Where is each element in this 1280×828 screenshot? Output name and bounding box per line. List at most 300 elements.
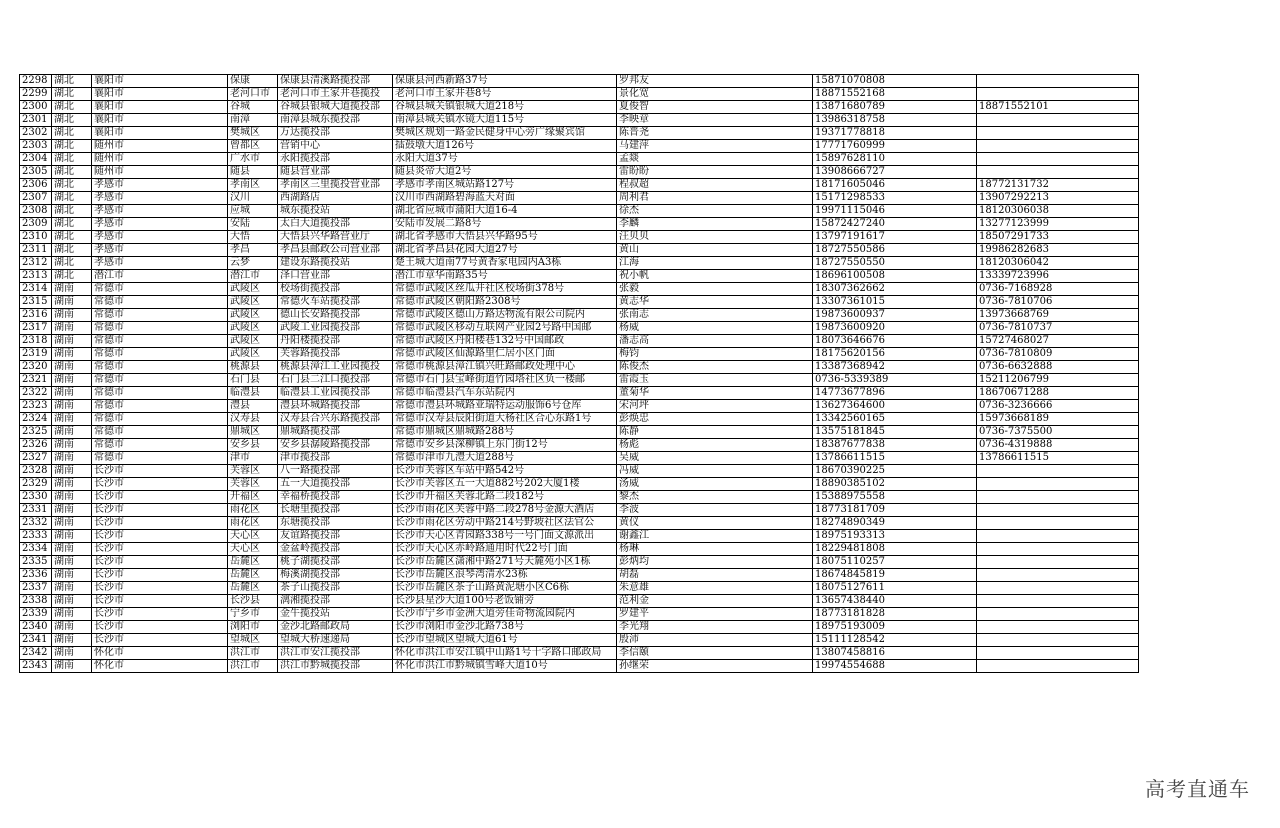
cell-phone-alt: 18871552101 (977, 101, 1139, 114)
cell-province: 湖北 (52, 257, 92, 270)
cell-address: 永阳大道37号 (393, 153, 617, 166)
cell-phone-alt: 18120306042 (977, 257, 1139, 270)
cell-phone-alt: 0736-7810737 (977, 322, 1139, 335)
cell-contact-name: 雷霞玉 (617, 374, 813, 387)
cell-row-number: 2316 (20, 309, 52, 322)
cell-contact-name: 陈俊杰 (617, 361, 813, 374)
cell-branch-name: 随县营业部 (278, 166, 393, 179)
cell-city: 襄阳市 (92, 75, 228, 88)
cell-branch-name: 五一大道揽投部 (278, 478, 393, 491)
cell-phone: 18307362662 (813, 283, 977, 296)
cell-city: 长沙市 (92, 569, 228, 582)
table-row (20, 530, 1139, 543)
cell-address: 常德市武陵区丹阳楼巷132号中国邮政 (393, 335, 617, 348)
cell-province: 湖南 (52, 491, 92, 504)
table-row (20, 569, 1139, 582)
cell-district: 长沙县 (228, 595, 278, 608)
cell-row-number: 2326 (20, 439, 52, 452)
cell-branch-name: 南漳县城东揽投部 (278, 114, 393, 127)
cell-phone: 13342560165 (813, 413, 977, 426)
table-row (20, 582, 1139, 595)
table-row (20, 426, 1139, 439)
table-row (20, 244, 1139, 257)
cell-branch-name: 丹阳楼揽投部 (278, 335, 393, 348)
cell-phone-alt: 0736-7168928 (977, 283, 1139, 296)
cell-province: 湖北 (52, 231, 92, 244)
table-row (20, 374, 1139, 387)
cell-phone: 0736-5339389 (813, 374, 977, 387)
table-row (20, 153, 1139, 166)
table-row (20, 465, 1139, 478)
cell-phone: 19371778818 (813, 127, 977, 140)
cell-city: 怀化市 (92, 647, 228, 660)
cell-phone-alt (977, 647, 1139, 660)
cell-phone: 13786611515 (813, 452, 977, 465)
cell-district: 武陵区 (228, 309, 278, 322)
cell-phone-alt (977, 491, 1139, 504)
table-row (20, 439, 1139, 452)
cell-contact-name: 殷沛 (617, 634, 813, 647)
cell-address: 长沙市雨花区劳动中路214号野坡社区法官公 (393, 517, 617, 530)
cell-contact-name: 汤威 (617, 478, 813, 491)
cell-city: 潜江市 (92, 270, 228, 283)
table-row (20, 634, 1139, 647)
cell-district: 武陵区 (228, 322, 278, 335)
cell-contact-name: 雷盼盼 (617, 166, 813, 179)
cell-contact-name: 黎杰 (617, 491, 813, 504)
cell-phone: 15872427240 (813, 218, 977, 231)
cell-province: 湖南 (52, 595, 92, 608)
cell-phone-alt: 0736-4319888 (977, 439, 1139, 452)
cell-phone: 18274890349 (813, 517, 977, 530)
cell-phone-alt: 13786611515 (977, 452, 1139, 465)
cell-row-number: 2307 (20, 192, 52, 205)
cell-phone: 14773677896 (813, 387, 977, 400)
cell-row-number: 2318 (20, 335, 52, 348)
table-row (20, 660, 1139, 673)
cell-district: 潜江市 (228, 270, 278, 283)
table-row (20, 114, 1139, 127)
table-row (20, 413, 1139, 426)
cell-address: 长沙市岳麓区浪琴湾清水23栋 (393, 569, 617, 582)
cell-city: 长沙市 (92, 595, 228, 608)
cell-row-number: 2341 (20, 634, 52, 647)
cell-branch-name: 营销中心 (278, 140, 393, 153)
cell-branch-name: 津市揽投部 (278, 452, 393, 465)
cell-contact-name: 胡磊 (617, 569, 813, 582)
cell-phone: 17771760999 (813, 140, 977, 153)
cell-row-number: 2324 (20, 413, 52, 426)
cell-address: 常德市石门县宝峰街道竹园塔社区负一楼邮 (393, 374, 617, 387)
cell-district: 石门县 (228, 374, 278, 387)
cell-branch-name: 万达揽投部 (278, 127, 393, 140)
cell-address: 常德市安乡县深柳镇上东门街12号 (393, 439, 617, 452)
cell-contact-name: 陈静 (617, 426, 813, 439)
cell-contact-name: 黄山 (617, 244, 813, 257)
cell-district: 宁乡市 (228, 608, 278, 621)
cell-city: 常德市 (92, 335, 228, 348)
cell-contact-name: 徐杰 (617, 205, 813, 218)
cell-contact-name: 景化宽 (617, 88, 813, 101)
cell-district: 洪江市 (228, 660, 278, 673)
cell-address: 长沙市浏阳市金沙北路738号 (393, 621, 617, 634)
cell-province: 湖南 (52, 439, 92, 452)
cell-phone-alt (977, 504, 1139, 517)
cell-city: 常德市 (92, 322, 228, 335)
cell-phone: 13797191617 (813, 231, 977, 244)
cell-branch-name: 澧县环城路揽投部 (278, 400, 393, 413)
cell-city: 孝感市 (92, 205, 228, 218)
cell-contact-name: 李映章 (617, 114, 813, 127)
cell-phone-alt: 15727468027 (977, 335, 1139, 348)
cell-branch-name: 金沙北路邮政局 (278, 621, 393, 634)
cell-row-number: 2337 (20, 582, 52, 595)
cell-city: 长沙市 (92, 491, 228, 504)
cell-phone-alt (977, 140, 1139, 153)
cell-row-number: 2313 (20, 270, 52, 283)
cell-branch-name: 友谊路揽投部 (278, 530, 393, 543)
table-row (20, 335, 1139, 348)
cell-address: 常德市临澧县汽车东站院内 (393, 387, 617, 400)
cell-city: 孝感市 (92, 231, 228, 244)
cell-city: 常德市 (92, 452, 228, 465)
cell-city: 常德市 (92, 283, 228, 296)
table-row (20, 621, 1139, 634)
cell-contact-name: 黄仪 (617, 517, 813, 530)
cell-phone-alt (977, 595, 1139, 608)
cell-address: 长沙市芙蓉区车站中路542号 (393, 465, 617, 478)
cell-address: 湖北省孝感市大悟县兴华路95号 (393, 231, 617, 244)
cell-city: 常德市 (92, 439, 228, 452)
cell-row-number: 2312 (20, 257, 52, 270)
cell-contact-name: 孟燚 (617, 153, 813, 166)
cell-branch-name: 长塘里揽投部 (278, 504, 393, 517)
cell-row-number: 2333 (20, 530, 52, 543)
cell-contact-name: 潘志高 (617, 335, 813, 348)
cell-branch-name: 梅溪湖揽投部 (278, 569, 393, 582)
cell-province: 湖南 (52, 426, 92, 439)
cell-district: 孝南区 (228, 179, 278, 192)
cell-contact-name: 江海 (617, 257, 813, 270)
cell-phone-alt: 0736-3236666 (977, 400, 1139, 413)
cell-city: 长沙市 (92, 608, 228, 621)
cell-city: 常德市 (92, 296, 228, 309)
table-row (20, 283, 1139, 296)
cell-province: 湖南 (52, 608, 92, 621)
cell-district: 安陆 (228, 218, 278, 231)
cell-contact-name: 董菊华 (617, 387, 813, 400)
table-row (20, 296, 1139, 309)
cell-address: 潜江市章华南路35号 (393, 270, 617, 283)
cell-province: 湖南 (52, 582, 92, 595)
cell-city: 随州市 (92, 166, 228, 179)
cell-address: 湖北省孝昌县花园大道27号 (393, 244, 617, 257)
cell-phone-alt: 0736-7810706 (977, 296, 1139, 309)
cell-province: 湖南 (52, 569, 92, 582)
cell-district: 谷城 (228, 101, 278, 114)
cell-phone: 18773181709 (813, 504, 977, 517)
cell-row-number: 2303 (20, 140, 52, 153)
cell-phone-alt: 0736-7375500 (977, 426, 1139, 439)
cell-row-number: 2340 (20, 621, 52, 634)
cell-address: 擂鼓墩大道126号 (393, 140, 617, 153)
cell-address: 常德市武陵区丝瓜井社区校场街378号 (393, 283, 617, 296)
table-row (20, 361, 1139, 374)
cell-address: 安陆市发展二路8号 (393, 218, 617, 231)
cell-phone: 18975193009 (813, 621, 977, 634)
cell-phone-alt: 15211206799 (977, 374, 1139, 387)
cell-phone: 18871552168 (813, 88, 977, 101)
cell-row-number: 2322 (20, 387, 52, 400)
cell-phone: 13657438440 (813, 595, 977, 608)
cell-phone-alt (977, 543, 1139, 556)
cell-row-number: 2339 (20, 608, 52, 621)
cell-province: 湖北 (52, 153, 92, 166)
cell-province: 湖南 (52, 374, 92, 387)
cell-province: 湖北 (52, 244, 92, 257)
cell-phone: 13807458816 (813, 647, 977, 660)
cell-province: 湖北 (52, 114, 92, 127)
cell-branch-name: 桃源县漳江工业园揽投 (278, 361, 393, 374)
cell-province: 湖南 (52, 660, 92, 673)
cell-province: 湖南 (52, 465, 92, 478)
table-row (20, 517, 1139, 530)
cell-contact-name: 杨琳 (617, 543, 813, 556)
table-row (20, 452, 1139, 465)
cell-phone-alt (977, 621, 1139, 634)
cell-phone-alt (977, 75, 1139, 88)
cell-address: 长沙市开福区芙蓉北路二段182号 (393, 491, 617, 504)
cell-branch-name: 石门县二江口揽投部 (278, 374, 393, 387)
cell-contact-name: 马建萍 (617, 140, 813, 153)
cell-district: 浏阳市 (228, 621, 278, 634)
cell-address: 常德市汉寿县辰阳街道大杨社区合心东路1号 (393, 413, 617, 426)
cell-city: 随州市 (92, 153, 228, 166)
cell-phone-alt: 15973668189 (977, 413, 1139, 426)
cell-province: 湖南 (52, 543, 92, 556)
cell-phone-alt: 0736-7810809 (977, 348, 1139, 361)
cell-contact-name: 汪贝贝 (617, 231, 813, 244)
cell-province: 湖北 (52, 101, 92, 114)
cell-contact-name: 张南志 (617, 309, 813, 322)
cell-row-number: 2330 (20, 491, 52, 504)
cell-province: 湖北 (52, 166, 92, 179)
cell-phone-alt: 13907292213 (977, 192, 1139, 205)
cell-district: 芙蓉区 (228, 465, 278, 478)
cell-city: 长沙市 (92, 504, 228, 517)
cell-district: 鼎城区 (228, 426, 278, 439)
cell-contact-name: 黄志华 (617, 296, 813, 309)
cell-city: 襄阳市 (92, 127, 228, 140)
cell-city: 孝感市 (92, 192, 228, 205)
cell-address: 长沙市宁乡市金洲大道旁佳奇物流园院内 (393, 608, 617, 621)
cell-phone-alt (977, 465, 1139, 478)
table-row (20, 491, 1139, 504)
cell-province: 湖南 (52, 335, 92, 348)
cell-address: 随县炎帝大道2号 (393, 166, 617, 179)
table-row (20, 270, 1139, 283)
cell-address: 常德市武陵区德山万路达物流有限公司院内 (393, 309, 617, 322)
watermark-text: 高考直通车 (1145, 777, 1250, 801)
cell-address: 常德市武陵区仙源路里仁居小区门面 (393, 348, 617, 361)
cell-province: 湖南 (52, 556, 92, 569)
table-row (20, 543, 1139, 556)
cell-city: 孝感市 (92, 218, 228, 231)
table-row (20, 647, 1139, 660)
cell-province: 湖南 (52, 621, 92, 634)
cell-phone: 15897628110 (813, 153, 977, 166)
cell-city: 长沙市 (92, 634, 228, 647)
cell-phone-alt: 18507291733 (977, 231, 1139, 244)
cell-province: 湖北 (52, 140, 92, 153)
cell-branch-name: 金盆岭揽投部 (278, 543, 393, 556)
cell-phone-alt (977, 153, 1139, 166)
cell-phone-alt (977, 660, 1139, 673)
cell-address: 常德市武陵区移动互联网产业园2号路中国邮 (393, 322, 617, 335)
cell-branch-name: 漓湘揽投部 (278, 595, 393, 608)
cell-phone: 18727550586 (813, 244, 977, 257)
cell-province: 湖南 (52, 478, 92, 491)
cell-district: 澧县 (228, 400, 278, 413)
cell-contact-name: 谢鑫江 (617, 530, 813, 543)
cell-district: 岳麓区 (228, 556, 278, 569)
cell-province: 湖北 (52, 88, 92, 101)
cell-city: 孝感市 (92, 257, 228, 270)
cell-district: 南漳 (228, 114, 278, 127)
table-row (20, 504, 1139, 517)
cell-row-number: 2301 (20, 114, 52, 127)
cell-contact-name: 彭炳均 (617, 556, 813, 569)
cell-district: 大悟 (228, 231, 278, 244)
cell-contact-name: 周利君 (617, 192, 813, 205)
cell-district: 雨花区 (228, 504, 278, 517)
contact-table (19, 74, 1139, 673)
cell-city: 长沙市 (92, 465, 228, 478)
table-row (20, 608, 1139, 621)
cell-branch-name: 德山长安路揽投部 (278, 309, 393, 322)
cell-branch-name: 大悟县兴华路营业厅 (278, 231, 393, 244)
cell-row-number: 2338 (20, 595, 52, 608)
cell-phone-alt (977, 530, 1139, 543)
cell-row-number: 2302 (20, 127, 52, 140)
cell-address: 常德市桃源县漳江镇兴旺路邮政处理中心 (393, 361, 617, 374)
cell-phone: 13575181845 (813, 426, 977, 439)
cell-branch-name: 安乡县潺陵路揽投部 (278, 439, 393, 452)
cell-row-number: 2328 (20, 465, 52, 478)
cell-row-number: 2309 (20, 218, 52, 231)
cell-phone-alt (977, 634, 1139, 647)
cell-district: 雨花区 (228, 517, 278, 530)
cell-branch-name: 汉寿县合兴东路揽投部 (278, 413, 393, 426)
cell-address: 南漳县城关镇水镜大道115号 (393, 114, 617, 127)
cell-phone-alt (977, 582, 1139, 595)
cell-phone: 15111128542 (813, 634, 977, 647)
cell-address: 长沙县星沙大道100号老饭铺旁 (393, 595, 617, 608)
cell-phone: 19873600920 (813, 322, 977, 335)
cell-contact-name: 宋河坪 (617, 400, 813, 413)
cell-contact-name: 冯威 (617, 465, 813, 478)
cell-district: 云梦 (228, 257, 278, 270)
cell-address: 长沙市芙蓉区五一大道882号202大厦1楼 (393, 478, 617, 491)
cell-city: 常德市 (92, 400, 228, 413)
cell-district: 曾都区 (228, 140, 278, 153)
cell-province: 湖北 (52, 179, 92, 192)
cell-branch-name: 鼎城路揽投部 (278, 426, 393, 439)
cell-contact-name: 范利金 (617, 595, 813, 608)
cell-phone: 18975193313 (813, 530, 977, 543)
cell-phone: 18171605046 (813, 179, 977, 192)
cell-city: 襄阳市 (92, 114, 228, 127)
cell-district: 应城 (228, 205, 278, 218)
cell-address: 长沙市天心区赤岭路通用时代22号门面 (393, 543, 617, 556)
cell-district: 天心区 (228, 530, 278, 543)
cell-contact-name: 程叔超 (617, 179, 813, 192)
cell-province: 湖南 (52, 400, 92, 413)
cell-city: 常德市 (92, 309, 228, 322)
cell-branch-name: 孝昌县邮政公司营业部 (278, 244, 393, 257)
cell-branch-name: 金牛揽投站 (278, 608, 393, 621)
cell-row-number: 2314 (20, 283, 52, 296)
cell-row-number: 2332 (20, 517, 52, 530)
table-row (20, 88, 1139, 101)
cell-phone-alt: 13277123999 (977, 218, 1139, 231)
cell-branch-name: 东塘揽投部 (278, 517, 393, 530)
cell-address: 长沙市岳麓区茶子山路黄泥塘小区C6栋 (393, 582, 617, 595)
cell-address: 常德市津市九澧大道288号 (393, 452, 617, 465)
cell-province: 湖南 (52, 283, 92, 296)
cell-row-number: 2299 (20, 88, 52, 101)
cell-district: 孝昌 (228, 244, 278, 257)
table-row (20, 205, 1139, 218)
cell-branch-name: 武陵工业园揽投部 (278, 322, 393, 335)
cell-phone: 18773181828 (813, 608, 977, 621)
cell-province: 湖北 (52, 127, 92, 140)
cell-phone-alt: 13973668769 (977, 309, 1139, 322)
cell-phone: 18674845819 (813, 569, 977, 582)
cell-phone-alt (977, 127, 1139, 140)
cell-phone: 13871680789 (813, 101, 977, 114)
cell-phone: 18727550550 (813, 257, 977, 270)
cell-phone: 13387368942 (813, 361, 977, 374)
cell-row-number: 2321 (20, 374, 52, 387)
cell-city: 襄阳市 (92, 88, 228, 101)
cell-address: 长沙市天心区青园路338号一号门面文源派出 (393, 530, 617, 543)
cell-province: 湖南 (52, 647, 92, 660)
cell-city: 长沙市 (92, 478, 228, 491)
table-row (20, 101, 1139, 114)
cell-city: 孝感市 (92, 244, 228, 257)
cell-phone: 13307361015 (813, 296, 977, 309)
cell-province: 湖南 (52, 348, 92, 361)
cell-city: 随州市 (92, 140, 228, 153)
cell-address: 长沙市望城区望城大道61号 (393, 634, 617, 647)
table-row (20, 348, 1139, 361)
cell-phone: 19971115046 (813, 205, 977, 218)
table-row (20, 322, 1139, 335)
cell-branch-name: 西湖路店 (278, 192, 393, 205)
cell-phone: 18229481808 (813, 543, 977, 556)
cell-district: 望城区 (228, 634, 278, 647)
cell-city: 长沙市 (92, 517, 228, 530)
cell-city: 常德市 (92, 413, 228, 426)
cell-city: 常德市 (92, 387, 228, 400)
cell-contact-name: 李波 (617, 504, 813, 517)
cell-phone: 15171298533 (813, 192, 977, 205)
cell-contact-name: 夏俊智 (617, 101, 813, 114)
cell-branch-name: 桃子湖揽投部 (278, 556, 393, 569)
cell-phone: 18075127611 (813, 582, 977, 595)
table-row (20, 179, 1139, 192)
